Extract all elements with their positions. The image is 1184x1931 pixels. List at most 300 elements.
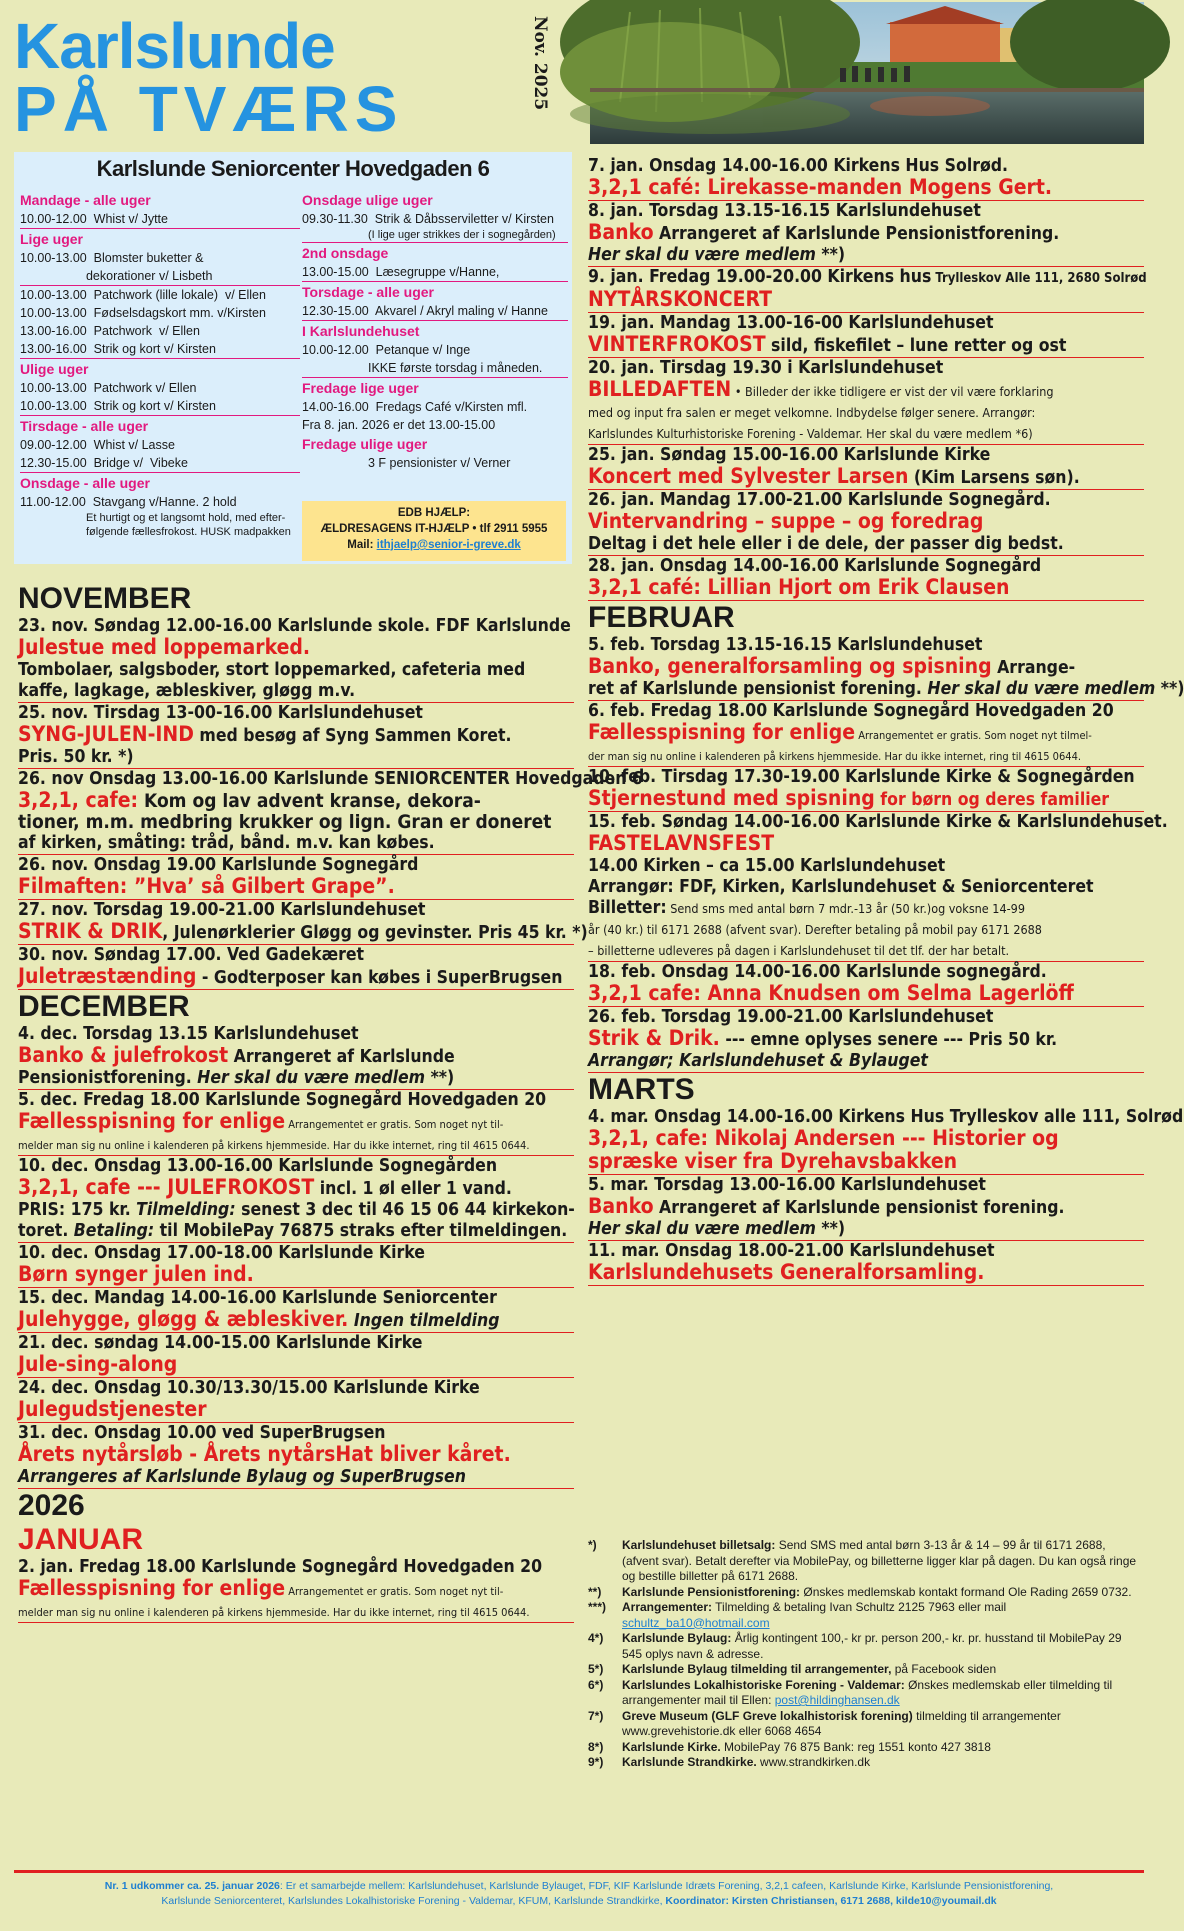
calendar-line [18,1068,574,1090]
seniorcenter-right-column [302,190,568,472]
footnote-link[interactable]: schultz_ba10@hotmail.com [622,1615,770,1630]
schedule-heading: Fredage lige uger [302,380,419,396]
event-text: Arrangeret af Karlslunde Pensionistforening. [653,224,1060,244]
calendar-line [588,1219,1144,1241]
calendar-line [588,919,1144,940]
month-heading: DECEMBER [18,990,190,1023]
footer-partners: : Er et samarbejde mellem: Karlslundehuset, Karlslunde Bylauget, FDF, KIF Karlslunde Idræts Forening, 3,2,1 cafeen, Karlslunde Kirke, Karlslunde Pensionistforening, [279,1880,1054,1892]
calendar-line [588,940,1144,962]
footnote-row [588,1678,1144,1709]
footnote-label: Karlslunde Bylaug tilmelding til arrangementer, [622,1662,892,1676]
footnote-body [622,1600,1144,1631]
calendar-line [18,945,574,966]
calendar-line [18,1024,574,1045]
calendar-line [588,856,1144,877]
event-title: 3,2,1 cafe: Anna Knudsen om Selma Lagerlöff [588,981,1074,1005]
calendar-line [18,660,574,681]
event-text: med besøg af Syng Sammen Koret. [193,726,512,746]
footer-next-issue: Nr. 1 udkommer ca. 25. januar 2026 [104,1880,280,1892]
footnote-body [622,1585,1132,1601]
event-title: spræske viser fra Dyrehavsbakken [588,1149,958,1173]
event-text: Arrange- [991,658,1076,678]
calendar-line [588,156,1144,177]
calendar-line [18,769,643,790]
calendar-line [18,919,588,945]
calendar-line [18,966,574,990]
event-title: Julehygge, gløgg & æbleskiver. [18,1307,349,1331]
calendar-line [18,1200,574,1221]
event-date: 18. feb. Onsdag 14.00-16.00 Karlslunde sognegård. [588,962,1047,982]
event-note: Arrangementet er gratis. Som noget nyt til- [285,1118,504,1131]
event-italic: Her skal du være medlem [197,1068,426,1088]
seniorcenter-box [14,152,572,564]
calendar-line [18,1444,574,1467]
schedule-heading: Onsdage ulige uger [302,192,433,208]
event-date: Deltag i det hele eller i de dele, der passer dig bedst. [588,534,1064,554]
calendar-line [588,1196,1144,1219]
footnote-key: 9*) [588,1755,604,1769]
schedule-entry: 14.00-16.00 Fredags Café v/Kirsten mfl. [302,400,528,414]
calendar-line [18,1423,574,1444]
footnote-label: Karlslundehuset billetsalg: [622,1538,776,1552]
calendar-line [588,983,1144,1007]
event-date: 4. dec. Torsdag 13.15 Karlslundehuset [18,1024,359,1044]
footnote-text: Årlig kontingent 100,- kr pr. person 200,- kr. pr. husstand til MobilePay 29 545 oplys navn & adresse. [622,1631,1122,1661]
footnote-text: MobilePay 76 875 Bank: reg 1551 konto 427 3818 [720,1739,991,1754]
calendar-line [18,900,574,921]
footnote-link[interactable]: post@hildinghansen.dk [774,1693,900,1707]
calendar-line [18,1243,574,1264]
event-title: NYTÅRSKONCERT [588,287,772,311]
event-date: toret. [18,1221,74,1241]
event-title: Vintervandring – suppe – og foredrag [588,509,984,533]
event-italic: Tilmelding: [136,1200,236,1220]
event-date: 20. jan. Tirsdag 19.30 i Karlslundehuset [588,358,944,378]
event-date: 26. nov. Onsdag 19.00 Karlslunde Sognegård [18,855,419,875]
schedule-note: (I lige uger strikkes der i sognegården) [302,228,568,243]
event-date: Tombolaer, salgsboder, stort loppemarked, cafeteria med [18,660,526,680]
event-date: 26. feb. Torsdag 19.00-21.00 Karlslundehuset [588,1007,994,1027]
event-date: Billetter: [588,898,667,918]
footnote-label: Karlslunde Pensionistforening: [622,1584,801,1599]
event-date: 21. dec. søndag 14.00-15.00 Karlslunde Kirke [18,1333,423,1353]
event-note: melder man sig nu online i kalenderen på kirkens hjemmeside. Har du ikke internet, ring til 4615 0644. [18,1139,530,1152]
calendar-line [18,1090,574,1111]
footnote-row [588,1740,1144,1756]
footnote-text: Send SMS med antal børn 3-13 år & 14 – 99 år til 6171 2688, (afvent svar). Betalt derefter via MobilePay, og billetterne ligger klar på dagen. Du kan også ringe og bestille billetter på 6171 2688. [622,1538,1137,1583]
it-help-box [302,501,566,561]
event-date: 26. nov Onsdag 13.00-16.00 Karlslunde SENIORCENTER Hovedgaden 6 [18,769,643,789]
event-title: Banko, generalforsamling og spisning [588,654,992,678]
event-date: af kirken, småting: tråd, bånd. m.v. kan købes. [18,833,435,853]
footnote-text: tilmelding til arrangementer www.grevehistorie.dk eller 6068 4654 [622,1708,1061,1738]
calendar-line [588,534,1144,556]
schedule-entry: 12.30-15.00 Bridge v/ Vibeke [20,454,300,473]
event-title: Julestue med loppemarked. [18,635,311,659]
schedule-entry: 10.00-13.00 Fødselsdagskort mm. v/Kirsten [20,306,266,320]
event-title: Stjernestund med spisning [588,786,875,810]
calendar-line [588,222,1144,245]
schedule-heading: Tirsdage - alle uger [20,418,149,434]
calendar-line [18,1177,574,1200]
calendar-line [588,788,1144,812]
seniorcenter-left-column [20,190,300,539]
footer-coordinator: Koordinator: Kirsten Christiansen, 6171 2688, kilde10@youmail.dk [665,1895,997,1907]
seniorcenter-title: Karlslunde Seniorcenter Hovedgaden 6 [96,156,490,181]
event-date: 10. feb. Tirsdag 17.30-19.00 Karlslunde Kirke & Sognegården [588,767,1135,787]
schedule-entry: 10.00-13.00 Patchwork (lille lokale) v/ Ellen [20,288,266,302]
event-date: 25. nov. Tirsdag 13-00-16.00 Karlslundehuset [18,703,423,723]
schedule-heading: Ulige uger [20,361,89,377]
footnote-body [622,1709,1144,1740]
calendar-line [18,790,574,812]
event-note: der man sig nu online i kalenderen på kirkens hjemmeside. Har du ikke internet, ring til 4615 0644. [588,750,1082,763]
event-date: 30. nov. Søndag 17.00. Ved Gadekæret [18,945,365,965]
header-photo [590,2,1144,144]
footnote-key: 4*) [588,1631,604,1645]
schedule-entry: 10.00-12.00 Petanque v/ Inge [302,343,471,357]
calendar-line [588,423,1144,445]
page-footer [14,1870,1144,1909]
calendar-line [18,1378,574,1399]
it-help-mail-link[interactable]: ithjaelp@senior-i-greve.dk [376,539,521,551]
masthead [14,10,484,154]
calendar-line [18,1156,574,1177]
footnote-body [622,1538,1144,1585]
calendar-line [18,1309,574,1333]
calendar-line [588,679,1184,701]
calendar-line [18,1557,574,1578]
calendar-line [588,898,1144,919]
footnote-label: Greve Museum (GLF Greve lokalhistorisk forening) [622,1708,913,1723]
event-text: - Godterposer kan købes i SuperBrugsen [196,968,563,988]
footnote-label: Karlslunde Bylaug: [622,1631,732,1645]
schedule-entry: 13.00-15.00 Læsegruppe v/Hanne, [302,263,568,282]
event-title: Banko [588,1194,654,1218]
event-date: 14.00 Kirken – ca 15.00 Karlslundehuset [588,856,946,876]
footnote-text: Ønskes medlemskab eller tilmelding til arrangementer mail til Ellen: [622,1677,1113,1707]
calendar-line [18,1354,574,1378]
month-heading: 2026 [18,1489,85,1522]
event-text: Kom og lav advent kranse, dekora- [138,790,481,812]
issue-date: Nov. 2025 [530,16,550,111]
calendar-line [588,833,1144,856]
event-date: 10. dec. Onsdag 13.00-16.00 Karlslunde Sognegården [18,1156,498,1176]
footnote-row [588,1585,1144,1601]
footnote-text: Tilmelding & betaling Ivan Schultz 2125 7963 eller mail [712,1600,1007,1614]
event-title: Julegudstjenester [18,1397,207,1421]
event-date: tioner, m.m. medbring krukker og lign. Gran er doneret [18,811,552,833]
calendar-line [588,245,1144,267]
event-date: PRIS: 175 kr. [18,1200,137,1220]
event-date: 19. jan. Mandag 13.00-16-00 Karlslundehuset [588,313,994,333]
footnote-row [588,1600,1144,1631]
calendar-line [18,1601,574,1623]
calendar-line [588,656,1144,679]
event-title: Juletræstænding [18,964,197,988]
event-title: Banko [588,220,654,244]
footnote-body [622,1740,991,1756]
event-date: 5. feb. Torsdag 13.15-16.15 Karlslundehuset [588,635,983,655]
event-date: 31. dec. Onsdag 10.00 ved SuperBrugsen [18,1423,386,1443]
calendar-line [588,635,1144,656]
calendar-line [588,745,1144,767]
event-title: Banko & julefrokost [18,1043,229,1067]
calendar-line [18,876,574,900]
event-title: Årets nytårsløb - Årets nytårsHat bliver kåret. [18,1442,511,1466]
event-date: 25. jan. Søndag 15.00-16.00 Karlslunde Kirke [588,445,991,465]
event-title: 3,2,1 café: Lillian Hjort om Erik Clausen [588,575,1010,599]
event-text: til MobilePay 76875 straks efter tilmeldingen. [154,1221,568,1241]
event-date: 23. nov. Søndag 12.00-16.00 Karlslunde skole. FDF Karlslunde [18,616,571,636]
event-title: 3,2,1, cafe: [18,788,139,812]
event-detail: – billetterne udleveres på dagen i Karlslundehuset til det tlf. der har betalt. [588,943,1010,958]
event-date: 28. jan. Onsdag 14.00-16.00 Karlslunde Sognegård [588,556,1042,576]
calendar-line [18,724,574,747]
event-note: melder man sig nu online i kalenderen på kirkens hjemmeside. Har du ikke internet, ring til 4615 0644. [18,1606,530,1619]
calendar-line [18,1134,574,1156]
event-text: --- emne oplyses senere --- Pris 50 kr. [719,1030,1058,1050]
event-date: Arrangør: FDF, Kirken, Karlslundehuset & Seniorcenteret [588,877,1094,897]
schedule-heading: Onsdage - alle uger [20,475,150,491]
event-title: 3,2,1 café: Lirekasse-manden Mogens Gert. [588,175,1053,199]
event-date: kaffe, lagkage, æbleskiver, gløgg m.v. [18,681,356,701]
calendar-line [588,201,1144,222]
calendar-line [588,466,1144,490]
schedule-entry: 12.30-15.00 Akvarel / Akryl maling v/ Hanne [302,302,568,321]
calendar-line [588,445,1144,466]
event-italic: Her skal du være medlem [588,1219,816,1239]
footnote-body [622,1631,1144,1662]
calendar-line [588,1107,1184,1128]
event-note: Arrangementet er gratis. Som noget nyt til- [285,1585,504,1598]
event-date: 26. jan. Mandag 17.00-21.00 Karlslunde Sognegård. [588,490,1051,510]
event-text: **) [815,245,846,265]
event-text: **) [1155,679,1184,699]
footnote-row [588,1631,1144,1662]
it-help-mail-label: Mail: [347,539,377,551]
calendar-line [588,1262,1144,1286]
event-date: 24. dec. Onsdag 10.30/13.30/15.00 Karlslunde Kirke [18,1378,480,1398]
calendar-line [18,1578,574,1601]
footnote-key: 6*) [588,1677,604,1692]
calendar-line [588,767,1144,788]
footnote-label: Karlslunde Strandkirke. [622,1755,757,1769]
calendar-line [18,1264,574,1288]
calendar-line [588,1241,1144,1262]
month-heading: JANUAR [18,1523,144,1556]
calendar-line [588,1151,1144,1175]
event-date: 8. jan. Torsdag 13.15-16.15 Karlslundehuset [588,201,981,221]
event-text: senest 3 dec til 46 15 06 44 kirkekon- [235,1200,575,1220]
event-title: Jule-sing-along [18,1352,178,1376]
calendar-right-column [588,156,1184,1286]
event-date: 4. mar. Onsdag 14.00-16.00 Kirkens Hus Trylleskov alle 111, Solrød [588,1107,1184,1127]
event-italic: Betaling: [73,1221,155,1241]
calendar-line [588,1128,1144,1151]
calendar-line [588,1007,1144,1028]
schedule-entry: 10.00-12.00 Whist v/ Jytte [20,210,300,229]
event-text: (Kim Larsens søn). [908,468,1080,488]
schedule-note: Et hurtigt og et langsomt hold, med efter- [86,512,286,524]
calendar-line [18,1467,574,1489]
calendar-line [588,334,1144,358]
event-title: VINTERFROKOST [588,332,766,356]
calendar-line [588,511,1144,534]
calendar-line [588,313,1144,334]
schedule-note: følgende fællesfrokost. HUSK madpakken [86,526,291,538]
calendar-line [588,490,1144,511]
event-text: sild, fiskefilet – lune retter og ost [765,336,1067,356]
footnote-text: www.strandkirken.dk [756,1755,871,1769]
month-heading: MARTS [588,1073,695,1106]
schedule-heading: Lige uger [20,231,84,247]
calendar-line [18,1221,574,1243]
event-text: incl. 1 øl eller 1 vand. [314,1179,512,1199]
event-text: **) [815,1219,846,1239]
month-heading: FEBRUAR [588,601,735,634]
footer-partners-2: Karlslunde Seniorcenteret, Karlslundes Lokalhistoriske Forening - Valdemar, KFUM, Karlslunde Strandkirke, [161,1895,666,1907]
schedule-entry: 3 F pensionister v/ Verner [302,456,511,470]
event-title: Børn synger julen ind. [18,1262,254,1286]
calendar-line [588,701,1144,722]
footnote-label: Karlslunde Kirke. [622,1739,721,1754]
footnotes [588,1538,1144,1771]
event-date: 9. jan. Fredag 19.00-20.00 Kirkens hus [588,267,932,287]
calendar-line [588,1028,1144,1051]
schedule-entry: Fra 8. jan. 2026 er det 13.00-15.00 [302,418,496,432]
event-italic: Ingen tilmelding [348,1311,500,1331]
footnote-label: Arrangementer: [622,1600,713,1614]
event-date: 7. jan. Onsdag 14.00-16.00 Kirkens Hus Solrød. [588,156,1009,176]
schedule-entry: 10.00-13.00 Blomster buketter & [20,251,204,265]
event-title: Karlslundehusets Generalforsamling. [588,1260,985,1284]
footnote-row [588,1538,1144,1585]
event-title: Strik & Drik. [588,1026,720,1050]
calendar-line [18,1333,574,1354]
event-detail: med og input fra salen er meget velkomne. Indbydelse følger senere. Arrangør: [588,405,1036,420]
schedule-entry: 09.30-11.30 Strik & Dåbsserviletter v/ Kirsten [302,212,554,226]
event-italic: Arrangør; Karlslundehuset & Bylauget [588,1051,928,1071]
event-date: ret af Karlslunde pensionist forening. [588,679,928,699]
footnote-body [622,1662,996,1678]
calendar-line [588,289,1144,313]
schedule-entry: 11.00-12.00 Stavgang v/Hanne. 2 hold [20,495,237,509]
schedule-heading: Mandage - alle uger [20,192,151,208]
event-title: 3,2,1, cafe --- JULEFROKOST [18,1175,315,1199]
event-date: Pensionistforening. [18,1068,198,1088]
event-date: 5. dec. Fredag 18.00 Karlslunde Sognegård Hovedgaden 20 [18,1090,547,1110]
it-help-phone: ÆLDRESAGENS IT-HJÆLP • tlf 2911 5955 [320,523,548,535]
schedule-entry: 10.00-13.00 Strik og kort v/ Kirsten [20,397,300,416]
event-title: Filmaften: ”Hva’ så Gilbert Grape”. [18,874,395,898]
schedule-entry: 09.00-12.00 Whist v/ Lasse [20,438,175,452]
calendar-line [18,1045,574,1068]
calendar-line [588,1175,1144,1196]
event-text: Trylleskov Alle 111, 2680 Solrød [931,271,1147,286]
calendar-line [588,358,1144,379]
event-text: Arrangeret af Karlslunde pensionist forening. [653,1198,1065,1218]
event-detail: Send sms med antal børn 7 mdr.-13 år (50 kr.)og voksne 14-99 [666,901,1025,916]
event-date: 2. jan. Fredag 18.00 Karlslunde Sognegård Hovedgaden 20 [18,1557,543,1577]
month-heading: NOVEMBER [18,582,192,615]
calendar-line [18,812,574,833]
footnote-key: *) [588,1538,597,1552]
schedule-entry: dekorationer v/ Lisbeth [20,267,300,286]
event-title: Fællesspisning for enlige [18,1109,286,1133]
event-title: Fællesspisning for enlige [18,1576,286,1600]
schedule-heading: 2nd onsdage [302,245,389,261]
footnote-row [588,1709,1144,1740]
event-date: 11. mar. Onsdag 18.00-21.00 Karlslundehuset [588,1241,995,1261]
event-date: Pris. 50 kr. *) [18,747,134,767]
event-title: BILLEDAFTEN [588,377,732,401]
calendar-line [588,379,1144,402]
event-title: 3,2,1, cafe: Nikolaj Andersen --- Historier og [588,1126,1059,1150]
masthead-title: Karlslunde [14,10,335,82]
footnote-body [622,1755,870,1771]
calendar-line [18,1288,574,1309]
event-italic: Her skal du være medlem [588,245,816,265]
footnote-label: Karlslundes Lokalhistoriske Forening - Valdemar: [622,1677,905,1692]
event-text: **) [425,1068,455,1088]
event-date: 5. mar. Torsdag 13.00-16.00 Karlslundehuset [588,1175,986,1195]
calendar-line [588,722,1144,745]
event-italic: Her skal du være medlem [927,679,1156,699]
masthead-subtitle: PÅ TVÆRS [14,73,404,145]
event-title: SYNG-JULEN-IND [18,722,194,746]
calendar-line [18,616,574,637]
event-detail: år (40 kr.) til 6171 2688 (afvent svar). Derefter betaling på mobil pay 6171 2688 [588,922,1042,937]
footnote-body [622,1678,1144,1709]
event-text: Arrangeret af Karlslunde [228,1047,455,1067]
schedule-entry: 10.00-13.00 Patchwork v/ Ellen [20,381,197,395]
calendar-line [18,855,574,876]
footnote-text: på Facebook siden [891,1662,997,1676]
schedule-heading: Torsdage - alle uger [302,284,434,300]
event-title: FASTELAVNSFEST [588,831,775,855]
event-detail: • Billeder der ikke tidligere er vist der vil være forklaring [731,384,1054,399]
calendar-line [588,556,1144,577]
event-text: , Julenørklerier Gløgg og gevinster. Pris 45 kr. *) [162,923,588,943]
calendar-line [18,833,574,855]
calendar-line [18,1399,574,1423]
schedule-entry: IKKE første torsdag i måneden. [302,359,568,378]
calendar-line [588,577,1144,601]
calendar-line [588,1051,1144,1073]
calendar-line [588,812,1168,833]
calendar-line [588,267,1147,289]
footnote-key: **) [588,1584,602,1599]
calendar-line [588,402,1144,423]
calendar-line [588,877,1144,898]
event-title: Koncert med Sylvester Larsen [588,464,909,488]
event-date: 15. feb. Søndag 14.00-16.00 Karlslunde Kirke & Karlslundehuset. [588,812,1168,832]
it-help-heading: EDB HJÆLP: [397,507,471,519]
schedule-entry: 13.00-16.00 Strik og kort v/ Kirsten [20,340,300,359]
footnote-row [588,1662,1144,1678]
event-subtitle: for børn og deres familier [874,790,1110,810]
event-italic: Arrangeres af Karlslunde Bylaug og SuperBrugsen [18,1467,466,1487]
event-note: Arrangementet er gratis. Som noget nyt tilmel- [855,729,1092,742]
event-date: 6. feb. Fredag 18.00 Karlslunde Sognegård Hovedgaden 20 [588,701,1114,721]
footnote-row [588,1755,1144,1771]
schedule-heading: Fredage ulige uger [302,436,428,452]
calendar-line [18,747,574,769]
footnote-key: ***) [588,1600,607,1614]
calendar-line [18,637,574,660]
footnote-text: Ønskes medlemskab kontakt formand Ole Rading 2659 0732. [800,1584,1132,1599]
